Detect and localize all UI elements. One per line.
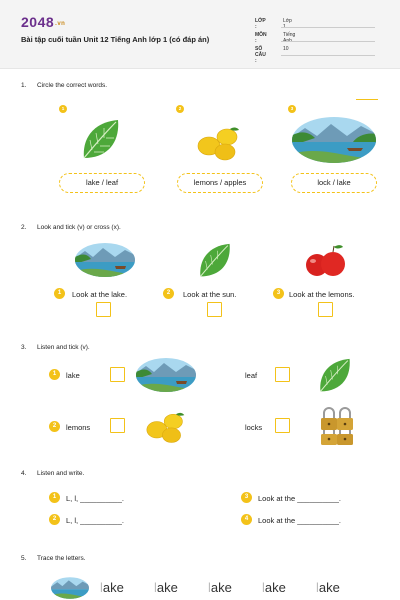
q3-item-lake: lake [66,371,80,380]
logo-text: 2048 [21,14,55,30]
section-3-title [21,344,90,351]
section-label: Look and tick (v) or cross (x). [37,224,121,231]
bullet-3: 3 [288,105,296,113]
section-2-title [21,224,121,231]
lemons-icon [145,410,187,444]
checkbox-2[interactable] [207,302,222,317]
trace-rest: ake [102,580,124,595]
logo-suffix: .vn [55,21,66,27]
checkbox-3[interactable] [318,302,333,317]
checkbox-1[interactable] [96,302,111,317]
q4-item-2[interactable]: L, l, __________. [66,516,124,525]
trace-word[interactable] [154,580,178,595]
meta-key: LỚP : [255,18,266,30]
header [0,0,400,69]
trace-rest: ake [264,580,286,595]
page-title: Bài tập cuối tuần Unit 12 Tiếng Anh lớp 1 (có đáp án) [21,35,210,44]
section-number: 5. [21,555,27,562]
bullet-2: 2 [49,421,60,432]
bullet-2: 2 [176,105,184,113]
lake-icon [51,576,89,600]
section-number: 1. [21,82,27,89]
trace-word[interactable] [262,580,286,595]
q3-item-leaf: leaf [245,371,258,380]
bullet-3: 3 [273,288,284,299]
leaf-icon [197,242,233,280]
option-2[interactable]: lemons / apples [177,173,263,193]
bullet-3: 3 [241,492,252,503]
section-label: Circle the correct words. [37,82,108,89]
q4-item-4[interactable]: Look at the __________. [258,516,341,525]
section-1-title [21,82,107,89]
lake-icon [75,242,135,278]
bullet-2: 2 [163,288,174,299]
section-4-title [21,470,84,477]
meta-value: 10 [283,46,289,52]
option-3[interactable]: lock / lake [291,173,377,193]
meta-value: Lớp 1 [283,18,292,30]
bullet-1: 1 [49,492,60,503]
option-1[interactable]: lake / leaf [59,173,145,193]
meta-key: MÔN : [255,32,267,44]
lemons-icon [196,125,242,161]
leaf-icon [80,118,122,162]
q2-item-3: Look at the lemons. [289,290,355,299]
q2-item-1: Look at the lake. [72,290,128,299]
section-5-title [21,555,86,562]
section-label: Trace the letters. [37,555,86,562]
trace-letter: l [262,580,265,595]
trace-word[interactable] [316,580,340,595]
trace-rest: ake [156,580,178,595]
section-label: Listen and write. [37,470,85,477]
divider [356,99,378,100]
bullet-4: 4 [241,514,252,525]
section-number: 3. [21,344,27,351]
section-number: 4. [21,470,27,477]
trace-letter: l [208,580,211,595]
checkbox-lake[interactable] [110,367,125,382]
lake-icon [136,356,196,394]
q2-item-2: Look at the sun. [183,290,237,299]
lake-icon [291,116,377,164]
q4-item-3[interactable]: Look at the __________. [258,494,341,503]
trace-letter: l [154,580,157,595]
checkbox-leaf[interactable] [275,367,290,382]
section-number: 2. [21,224,27,231]
trace-word[interactable] [208,580,232,595]
trace-rest: ake [210,580,232,595]
apples-icon [303,243,347,279]
section-label: Listen and tick (v). [37,344,90,351]
leaf-icon [317,357,353,395]
meta-value: Tiếng Anh [283,32,296,44]
bullet-1: 1 [54,288,65,299]
checkbox-lemons[interactable] [110,418,125,433]
checkbox-locks[interactable] [275,418,290,433]
meta-key: SỐ CÂU : [255,46,266,64]
locks-icon [318,406,356,446]
bullet-1: 1 [49,369,60,380]
q4-item-1[interactable]: L, l, __________. [66,494,124,503]
trace-rest: ake [318,580,340,595]
bullet-1: 1 [59,105,67,113]
bullet-2: 2 [49,514,60,525]
trace-letter: l [100,580,103,595]
q3-item-lemons: lemons [66,423,91,432]
logo[interactable] [21,14,65,30]
trace-word[interactable] [100,580,124,595]
q3-item-locks: locks [245,423,263,432]
trace-letter: l [316,580,319,595]
